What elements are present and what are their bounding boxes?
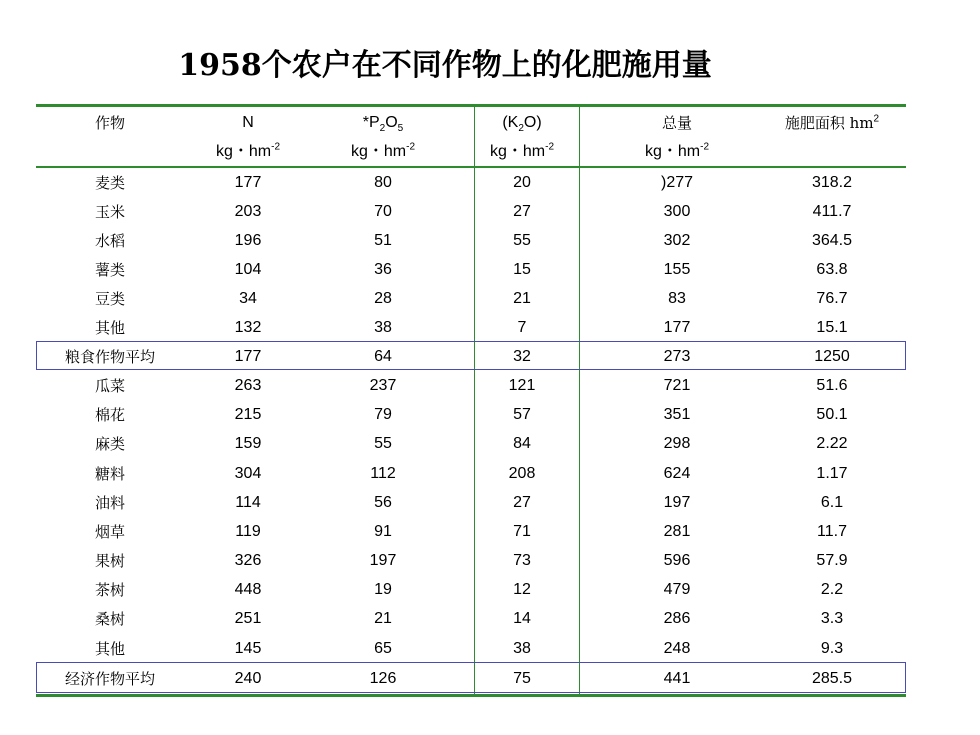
cell-n: 132 bbox=[234, 319, 262, 336]
cell-k: 7 bbox=[517, 319, 527, 336]
unit-total: kg・$hm^{-2}$ bbox=[644, 141, 710, 160]
cell-p: 112 bbox=[370, 465, 396, 482]
cell-area: 364.5 bbox=[811, 232, 853, 249]
cell-total: 441 bbox=[663, 670, 691, 687]
cell-crop: 瓜菜 bbox=[94, 377, 125, 395]
cell-p: 36 bbox=[374, 261, 392, 278]
cell-total: 479 bbox=[663, 581, 691, 598]
cell-k: 55 bbox=[513, 232, 531, 249]
cell-p: 91 bbox=[374, 523, 392, 540]
cell-area: 285.5 bbox=[811, 670, 853, 687]
cell-total: 721 bbox=[663, 377, 691, 394]
cell-crop: 经济作物平均 bbox=[64, 670, 155, 688]
cell-p: 28 bbox=[374, 290, 392, 307]
cell-n: 104 bbox=[234, 261, 262, 278]
table-top-rule bbox=[36, 104, 906, 107]
cell-k: 73 bbox=[513, 552, 531, 569]
cell-area: 3.3 bbox=[820, 610, 844, 627]
cell-crop: 烟草 bbox=[94, 523, 125, 541]
header-p2o5: $*P_2O_5$ bbox=[362, 114, 404, 135]
cell-k: 208 bbox=[508, 465, 536, 482]
cell-total: 177 bbox=[663, 319, 691, 336]
cell-area: 76.7 bbox=[816, 290, 848, 307]
cell-n: 326 bbox=[234, 552, 262, 569]
cell-area: 11.7 bbox=[817, 523, 847, 540]
cell-total: 624 bbox=[663, 465, 691, 482]
cell-area: 6.1 bbox=[820, 494, 844, 511]
cell-total: 302 bbox=[663, 232, 691, 249]
cell-n: 203 bbox=[234, 203, 262, 220]
cell-p: 56 bbox=[374, 494, 392, 511]
cell-crop: 麻类 bbox=[94, 435, 125, 453]
cell-p: 51 bbox=[374, 232, 392, 249]
cell-total: 351 bbox=[663, 406, 691, 423]
cell-area: 15.1 bbox=[816, 319, 848, 336]
cell-n: 196 bbox=[234, 232, 262, 249]
cell-p: 38 bbox=[374, 319, 392, 336]
header-n: N bbox=[242, 114, 254, 131]
cell-k: 57 bbox=[513, 406, 531, 423]
cell-p: 237 bbox=[369, 377, 397, 394]
cell-p: 126 bbox=[369, 670, 397, 687]
cell-area: 51.6 bbox=[816, 377, 848, 394]
cell-crop: 桑树 bbox=[94, 610, 125, 628]
cell-total: 298 bbox=[663, 435, 691, 452]
cell-area: 63.8 bbox=[816, 261, 848, 278]
header-k2o: $(K_2O)$ bbox=[502, 114, 542, 135]
cell-k: 12 bbox=[513, 581, 531, 598]
cell-crop: 豆类 bbox=[94, 290, 125, 308]
page-title: 1958个农户在不同作物上的化肥施用量 bbox=[178, 48, 712, 83]
cell-crop: 水稻 bbox=[94, 232, 125, 250]
cell-n: 145 bbox=[234, 640, 262, 657]
unit-n: kg・$hm^{-2}$ bbox=[215, 141, 281, 160]
cell-crop: 糖料 bbox=[94, 465, 125, 483]
cell-total: 248 bbox=[663, 640, 691, 657]
unit-p2o5: kg・$hm^{-2}$ bbox=[350, 141, 416, 160]
cell-area: 2.2 bbox=[820, 581, 844, 598]
column-divider-right bbox=[579, 106, 580, 694]
cell-k: 20 bbox=[513, 174, 531, 191]
cell-area: 50.1 bbox=[816, 406, 848, 423]
cell-crop: 茶树 bbox=[94, 581, 125, 599]
cell-crop: 薯类 bbox=[94, 261, 125, 279]
cell-p: 21 bbox=[374, 610, 392, 627]
cell-p: 79 bbox=[374, 406, 392, 423]
cell-area: 411.7 bbox=[812, 203, 852, 220]
cell-p: 80 bbox=[374, 174, 392, 191]
cell-n: 177 bbox=[234, 348, 262, 365]
header-crop: 作物 bbox=[94, 114, 125, 132]
cell-k: 38 bbox=[513, 640, 531, 657]
header-total: 总量 bbox=[661, 114, 692, 132]
cell-p: 64 bbox=[374, 348, 392, 365]
cell-n: 159 bbox=[234, 435, 262, 452]
column-divider-left bbox=[474, 106, 475, 694]
cell-k: 27 bbox=[513, 203, 531, 220]
cell-n: 34 bbox=[239, 290, 257, 307]
cell-crop: 油料 bbox=[94, 494, 125, 512]
cell-area: 2.22 bbox=[816, 435, 848, 452]
cell-total: 596 bbox=[663, 552, 691, 569]
cell-k: 15 bbox=[513, 261, 531, 278]
cell-n: 177 bbox=[234, 174, 262, 191]
cell-k: 121 bbox=[508, 377, 536, 394]
cell-n: 448 bbox=[234, 581, 262, 598]
cell-k: 75 bbox=[513, 670, 531, 687]
cell-k: 84 bbox=[513, 435, 531, 452]
cell-crop: 果树 bbox=[94, 552, 125, 570]
cell-n: 263 bbox=[234, 377, 262, 394]
cell-area: 318.2 bbox=[811, 174, 853, 191]
cell-n: 114 bbox=[235, 494, 261, 511]
cell-crop: 玉米 bbox=[94, 203, 125, 221]
cell-k: 21 bbox=[513, 290, 531, 307]
cell-n: 304 bbox=[234, 465, 262, 482]
cell-crop: 其他 bbox=[94, 319, 125, 337]
cell-k: 71 bbox=[513, 523, 531, 540]
cell-p: 55 bbox=[374, 435, 392, 452]
cell-area: 1.17 bbox=[816, 465, 848, 482]
cell-k: 14 bbox=[513, 610, 531, 627]
cell-n: 240 bbox=[234, 670, 262, 687]
cell-p: 197 bbox=[369, 552, 397, 569]
cell-total: )277 bbox=[660, 174, 694, 191]
header-area: 施肥面积 $hm^2$ bbox=[784, 113, 880, 132]
cell-n: 215 bbox=[234, 406, 262, 423]
cell-crop: 粮食作物平均 bbox=[64, 348, 155, 366]
cell-total: 300 bbox=[663, 203, 691, 220]
cell-crop: 其他 bbox=[94, 640, 125, 658]
cell-total: 197 bbox=[663, 494, 691, 511]
cell-n: 251 bbox=[234, 610, 262, 627]
cell-n: 119 bbox=[235, 523, 261, 540]
cell-area: 57.9 bbox=[816, 552, 848, 569]
cell-total: 281 bbox=[663, 523, 691, 540]
cell-k: 27 bbox=[513, 494, 531, 511]
unit-k2o: kg・$hm^{-2}$ bbox=[489, 141, 555, 160]
cell-p: 65 bbox=[374, 640, 392, 657]
cell-crop: 麦类 bbox=[94, 174, 125, 192]
cell-area: 1250 bbox=[814, 348, 850, 365]
cell-p: 19 bbox=[374, 581, 392, 598]
table-bottom-rule bbox=[36, 694, 906, 697]
cell-total: 83 bbox=[668, 290, 686, 307]
cell-area: 9.3 bbox=[820, 640, 844, 657]
cell-k: 32 bbox=[513, 348, 531, 365]
cell-crop: 棉花 bbox=[94, 406, 125, 424]
cell-p: 70 bbox=[374, 203, 392, 220]
header-bottom-rule bbox=[36, 166, 906, 168]
cell-total: 273 bbox=[663, 348, 691, 365]
cell-total: 286 bbox=[663, 610, 691, 627]
cell-total: 155 bbox=[663, 261, 691, 278]
